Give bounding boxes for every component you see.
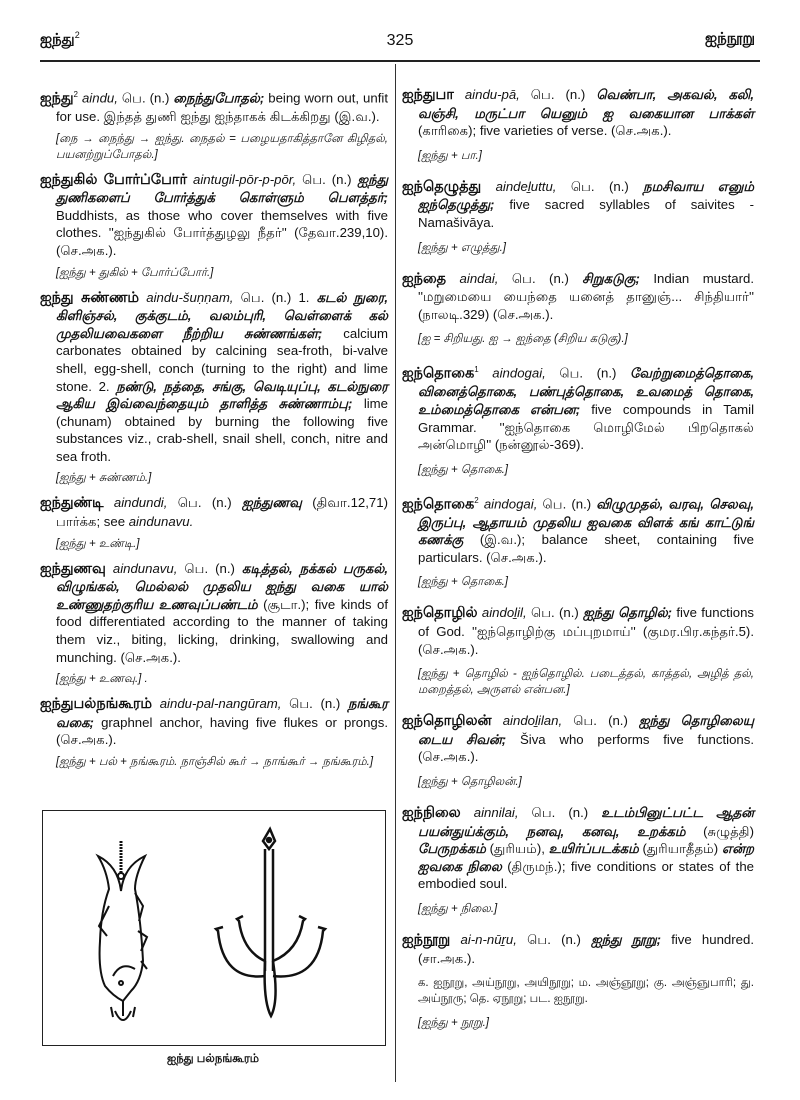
entry-text: being worn out, unfit for use. இந்தத் துணி ஐந்து ஐந்தாகக் கிடக்கிறது (இ.வ.). [56,90,388,124]
tamil-definition: என்ற ஐவகை நிலை [418,841,755,874]
homonym-number: 2 [474,495,479,505]
tamil-definition: வேற்றுமைத்தொகை, வினைத்தொகை, பண்புத்தொகை, உவமைத் தொகை, உம்மைத்தொகை என்பன; [418,365,754,417]
transliteration: ainnilai, [460,805,519,821]
transliteration: aindeḻuttu, [481,178,557,194]
transliteration: aindai, [446,270,499,286]
entry-text: (சுழுத்தி) [685,823,754,839]
entry-text: பெ. (n.) [167,495,242,511]
dictionary-entry [40,171,388,260]
tamil-definition: கடல் நுரை, கிளிஞ்சல், குக்குடம், வலம்புரி, வெள்ளைக் கல் முதலியவைகளை நீற்றிய சுண்ணங்கள்; [56,289,389,341]
entry-text: calcium carbonates obtained by calcining sea-froth, bi-valve shell, egg-shell, conch (turning to the right) and lime stone. 2. [56,325,388,394]
column-divider [395,64,396,1082]
etymology: [நை → நைந்து → ஐந்து. நைதல் = பழையதாகித்தானே கிழிதல், பயனற்றுப்போதல்.] [56,132,388,161]
entry-text: Indian mustard. ''மறுமையை யைந்தை யனைத் தானுஞ்... சிந்தியார்'' (நாலடி.329) (செ.அக.). [418,270,754,322]
entry-text: பெ. (n.) [498,270,583,286]
entry-text: பெ. (n.) [518,805,602,821]
tamil-definition: ஐந்து தொழில்; [583,605,673,621]
etymology: [ஐந்து + நூறு.] [418,1017,489,1030]
running-head-right: ஐந்நூறு [705,30,755,47]
headword: ஐந்தை [402,270,447,287]
etymology: [ஐந்து + உணவு.] . [56,673,148,686]
entry-text: பெ. (n.) [556,178,644,194]
dictionary-entry [402,712,754,766]
dictionary-entry [402,931,754,967]
homonym-number: 2 [73,90,78,99]
homonym-number: 1 [474,365,479,375]
entry-text: Šiva who performs five functions. (செ.அக.). [418,731,754,765]
entry-text: பெ. (n.) [519,87,597,102]
entry-text: பெ. (n.) [516,932,592,947]
dictionary-entry [40,494,388,530]
etymology: [ஐ = சிறியது. ஐ → ஐந்தை (சிறிய கடுகு).] [418,333,628,346]
dictionary-entry [402,804,754,893]
dictionary-entry [40,86,388,126]
etymology: [ஐந்து + தொழில் - ஐந்தொழில். படைத்தல், காத்தல், அழித் தல், மறைத்தல், அருளல் என்பன.] [418,668,754,697]
entry-text: (துரியம்), [485,841,549,857]
headword: ஐந்துபா [402,87,454,103]
dictionary-entry [40,560,388,667]
tamil-definition: நங்கூர வகை; [56,696,388,730]
headword: ஐந்துண்டி [40,495,104,512]
figure-caption: ஐந்து பல்நங்கூரம் [166,1053,260,1065]
dictionary-entry [402,492,754,567]
headword: ஐந்தொகை [402,365,475,382]
headword: ஐந்தெழுத்து [402,178,482,195]
headword: ஐந்துகில் போர்ப்போர் [40,171,188,188]
entry-text: (இ.வ.); balance sheet, containing five particulars. (செ.அக.). [418,532,754,565]
etymology: [ஐந்து + எழுத்து.] [418,241,506,254]
etymology: [ஐந்து + தொகை.] [418,576,508,589]
cross-reference: aindunavu. [128,514,194,530]
fish-bait-icon [98,841,147,1020]
transliteration: aindoḻilan, [491,713,563,729]
entry-text: five sacred syllables of saivites -Namašivāya. [418,197,754,230]
grapnel-anchor-icon [216,829,325,1016]
etymology: [ஐந்து + தொழிலன்.] [418,776,522,789]
entry-text: (திருமந்.); five conditions or states of the embodied soul. [418,858,754,892]
transliteration: aindundi, [103,495,168,511]
entry-text: lime (chunam) obtained by burning the following five substances viz., crab-shell, snail shell, conch, nitre and sea froth. [56,396,389,464]
tamil-definition: ஐந்துணவு [241,495,302,511]
entry-text: பெ. (n.) [562,713,639,729]
entry-text: (காரிகை); five varieties of verse. (செ.அக.). [418,123,672,139]
etymology: [ஐந்து + சுண்ணம்.] [56,472,152,485]
tamil-definition: உடம்பினுட்பட்ட ஆதன் பயன்துய்க்கும், நனவு, கனவு, உறக்கம் [418,805,754,839]
tamil-definition: ஐந்து துணிகளைப் போர்த்துக் கொள்ளும் பௌத்தர்; [56,171,388,206]
running-head-left-word: ஐந்து [40,31,75,48]
entry-text: graphnel anchor, having five flukes or prongs. (செ.அக.). [56,714,388,748]
dictionary-entry [40,289,388,466]
transliteration: aindu-šuṇṇam, [139,289,234,305]
etymology: [ஐந்து + பா.] [418,149,482,162]
entry-text: (சூடா.); five kinds of food differentiated according to the manner of taking them viz., biting, licking, drinking, swallowing and munching. (செ.அக.). [56,596,388,665]
grapnel-anchor-drawing [43,811,385,1045]
entry-text: பெ. (n.) [526,605,584,621]
transliteration: aintugil-pōr-p-pōr, [187,171,297,187]
entry-text: Buddhists, as those who cover themselves with five clothes. ''ஐந்துகில் போர்த்துழலு நீதர்'' (தேவா.239,10). (செ.அக.). [56,207,388,258]
left-column [40,86,388,778]
tamil-definition: பேருறக்கம் [418,841,486,857]
tamil-definition: நமசிவாய எனும் ஐந்தெழுத்து; [418,178,754,213]
entry-text: five hundred. (சா.அக.). [418,932,754,966]
tamil-definition: ஐந்து தொழிலையு டைய சிவன்; [418,713,754,747]
headword: ஐந்துபல்நங்கூரம் [40,696,153,713]
dictionary-entry [402,86,754,140]
headword: ஐந்து சுண்ணம் [40,289,140,306]
dictionary-entry [402,361,754,453]
dictionary-entry [402,270,754,324]
transliteration: aindu, [77,90,118,106]
entry-text: பெ. (n.) [117,90,174,106]
entry-text: பெ. (n.) [177,560,242,576]
entry-text: பெ. (n.) [545,365,630,381]
page-number: 325 [386,32,414,49]
entry-text: பெ. (n.) 1. [233,289,317,305]
etymology: [ஐந்து + உண்டி.] [56,537,140,550]
headword: ஐந்துணவு [40,560,106,577]
tamil-definition: வெண்பா, அகவல், கலி, வஞ்சி, மருட்பா யெனும் ஐ வகையான பாக்கள் [418,87,755,121]
cognates: க. ஐநூறு, அய்நூறு, அயிநூறு; ம. அஞ்ஞூறு; கு. அஞ்ஞுபாரி; து. அய்நூரு; தெ. ஏநூறு; பட. ஐநூறு. [418,977,754,1006]
header-rule [40,60,760,62]
headword: ஐந்தொழிலன் [402,713,492,730]
headword: ஐந்து [40,90,74,107]
tamil-definition: சிறுகடுகு; [582,270,640,286]
transliteration: aindogai, [478,496,538,512]
headword: ஐந்தொகை [402,496,475,513]
headword: ஐந்நிலை [402,805,461,822]
entry-text: பெ. (n.) [537,496,597,512]
dictionary-entry [402,178,754,232]
transliteration: aindunavu, [105,560,178,576]
headword: ஐந்நூறு [402,932,451,948]
tamil-definition: உயிர்ப்படக்கம் [548,841,639,857]
tamil-definition: நைந்துபோதல்; [173,90,265,106]
entry-text: (திவா.12,71) பார்க்க; see [56,495,388,530]
tamil-definition: நண்டு, நத்தை, சங்கு, வெடியுப்பு, கடல்நுரை ஆகிய இவ்வைந்தையும் தாளித்த சுண்ணாம்பு; [56,378,388,412]
tamil-definition: கடித்தல், நக்கல் பருகல், விழுங்கல், மெல்லல் முதலிய ஐந்து வகை யால் உண்ணுதற்குரிய உணவுப்பண்டம் [56,560,388,612]
running-head-left-sup: 2 [74,30,80,40]
transliteration: ai-n-nūṟu, [450,932,517,947]
etymology: [ஐந்து + துகில் + போர்ப்போர்.] [56,266,214,279]
dictionary-entry [40,695,388,749]
transliteration: aindogai, [478,365,546,381]
etymology: [ஐந்து + நிலை.] [418,903,498,915]
tamil-definition: ஐந்து நூறு; [591,932,662,947]
transliteration: aindu-pā, [453,87,520,102]
transliteration: aindoḻil, [477,605,527,621]
entry-text: five functions of God. ''ஐந்தொழிற்கு மப்புறமாய்'' (குமர.பிர.கந்தர்.5). (செ.அக.). [418,605,755,657]
tamil-definition: விழுமுதல், வரவு, செலவு, இருப்பு, ஆதாயம் முதலிய ஐவகை விளக் கங் காட்டுங் கணக்கு [418,496,755,548]
etymology: [ஐந்து + தொகை.] [418,463,508,476]
right-column [402,86,754,1045]
etymology: [ஐந்து + பல் + நங்கூரம். நாஞ்சில் கூர் → நாங்கூர் → நங்கூரம்.] [56,756,374,769]
anchor-illustration [42,810,386,1046]
entry-text: five compounds in Tamil Grammar. ''ஐந்தொகை மொழிமேல் பிறதொகல் அன்மொழி'' (நன்னூல்-369). [418,401,754,453]
entry-text: (துரியாதீதம்) [638,841,722,857]
headword: ஐந்தொழில் [402,605,478,622]
transliteration: aindu-pal-nangūram, [152,696,282,712]
entry-text: பெ. (n.) [296,171,358,187]
entry-text: பெ. (n.) [281,696,348,712]
dictionary-entry [402,604,754,658]
